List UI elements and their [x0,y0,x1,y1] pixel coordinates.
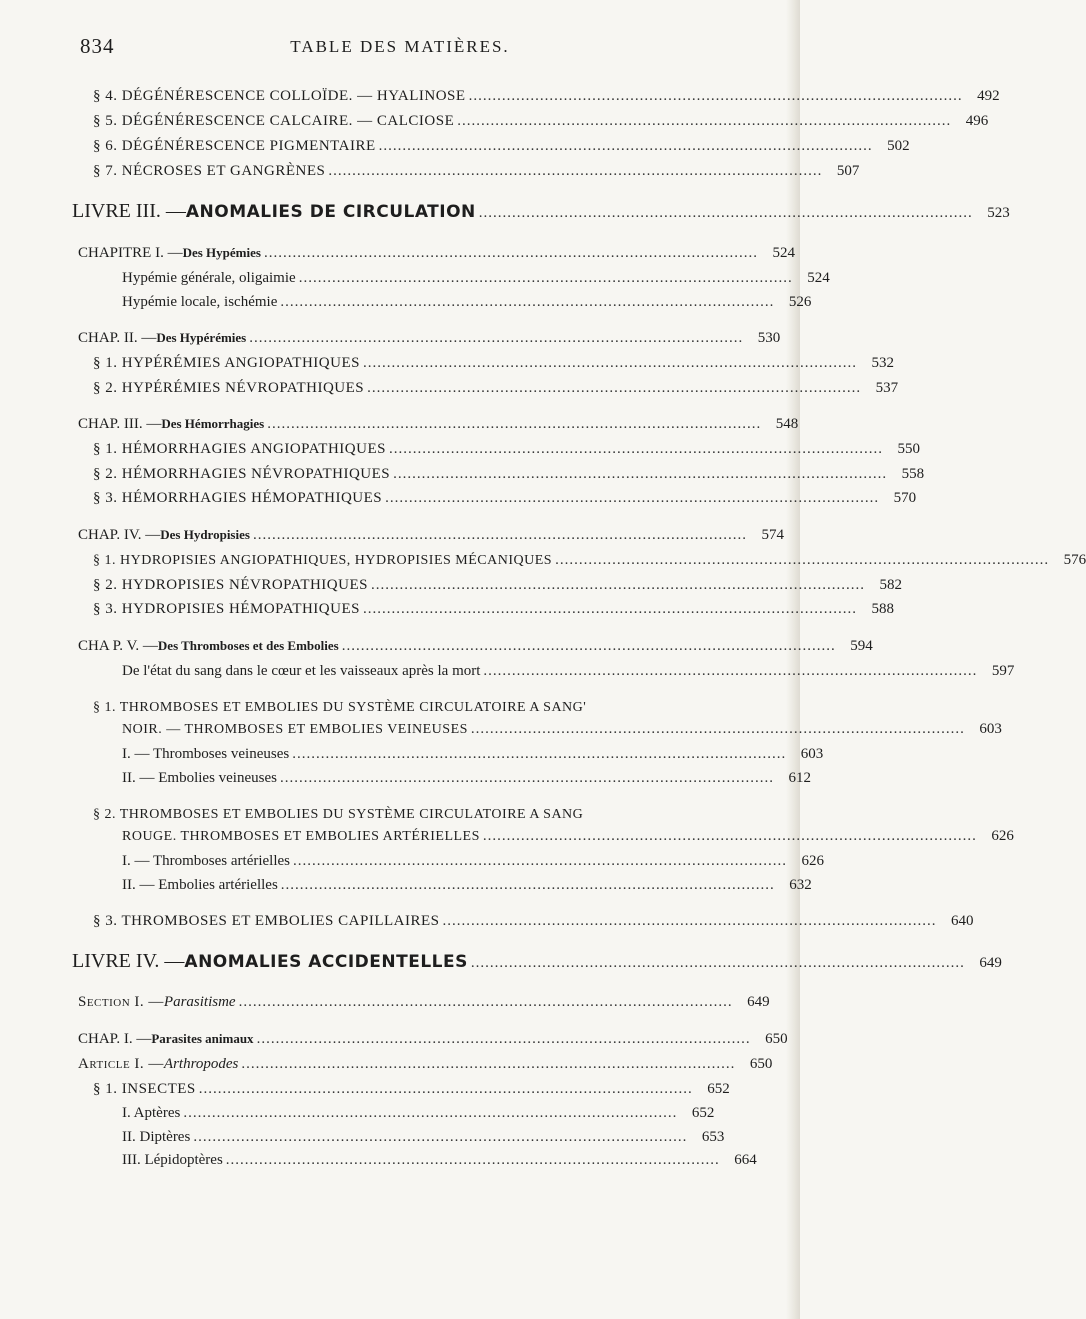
toc-entry-page: 652 [691,1105,715,1121]
toc-entry-page: 530 [757,330,781,346]
toc-entry-label: § 4. DÉGÉNÉRESCENCE COLLOÏDE. — HYALINOSE [93,88,466,104]
toc-entry-page: 650 [765,1031,788,1047]
toc-book-title: ANOMALIES ACCIDENTELLES [184,952,468,972]
toc-entry-continuation: NOIR. — THROMBOSES ET EMBOLIES VEINEUSES [122,722,468,737]
dot-leader: ........................................................................................................ [225,1152,720,1168]
toc-entry-page: 507 [836,163,860,179]
dot-leader: ........................................................................................................ [468,88,963,104]
dot-leader: ........................................................................................................ [183,1105,678,1121]
dot-leader: ........................................................................................................ [470,721,965,737]
toc-entry-label: II. — Embolies veineuses [122,770,277,786]
toc-entry [93,913,974,937]
toc-entry-page: 594 [850,638,873,654]
dot-leader: ........................................................................................................ [388,441,883,457]
toc-entry-label: II. Diptères [122,1129,191,1145]
dot-leader: ........................................................................................................ [555,552,1050,568]
toc-entry-page: 502 [887,138,910,154]
toc-entry-page: 532 [871,355,894,371]
dot-leader: ........................................................................................................ [367,380,862,396]
toc-entry-page: 664 [734,1152,757,1168]
toc-entry-label: Hypémie générale, oligaimie [122,270,296,286]
toc-entry-page: 550 [897,441,920,457]
toc-entry [122,828,1014,852]
toc-chapter-title: Des Hémorrhagies [161,416,265,431]
toc-book-prefix: LIVRE IV. — [72,950,185,972]
toc-entry [122,1105,715,1129]
toc-book-title: ANOMALIES DE CIRCULATION [185,202,476,222]
toc-entry [93,138,910,162]
toc-entry-label: De l'état du sang dans le cœur et les vaisseaux après la mort [122,663,481,679]
toc-chapter-prefix: CHA P. V. — [78,638,158,654]
toc-chapter [78,416,799,440]
toc-entry-label: § 6. DÉGÉNÉRESCENCE PIGMENTAIRE [93,138,376,154]
dot-leader: ........................................................................................................ [378,138,873,154]
page-number: 834 [80,34,115,58]
toc-entry-page: 640 [950,913,974,929]
toc-entry-label: § 1. HÉMORRHAGIES ANGIOPATHIQUES [93,441,386,457]
toc-entry-page: 649 [979,955,1002,971]
toc-chapter-title: Des Hypérémies [156,330,247,345]
dot-leader: ........................................................................................................ [362,601,857,617]
dot-leader: ........................................................................................................ [279,770,774,786]
toc-entry [93,1081,730,1105]
toc-entry [122,721,1002,745]
dot-leader: ........................................................................................................ [362,355,857,371]
toc-entry-label: § 3. HYDROPISIES HÉMOPATHIQUES [93,601,360,617]
toc-entry [122,294,812,318]
toc-entry-label: § 3. HÉMORRHAGIES HÉMOPATHIQUES [93,490,383,506]
dot-leader: ........................................................................................................ [478,205,973,221]
dot-leader: ........................................................................................................ [341,638,836,654]
dot-leader: ........................................................................................................ [198,1081,693,1097]
toc-article-prefix: Article I. — [78,1056,164,1072]
toc-entry-page: 632 [789,877,812,893]
dot-leader: ........................................................................................................ [470,955,965,971]
dot-leader: ........................................................................................................ [238,994,733,1010]
dot-leader: ........................................................................................................ [442,913,937,929]
toc-entry [93,466,925,490]
toc-entry-continuation: ROUGE. THROMBOSES ET EMBOLIES ARTÉRIELLES [122,829,480,844]
toc-entry [122,770,811,794]
toc-entry [93,380,899,404]
toc-entry [93,163,860,187]
toc-entry-page: 496 [965,113,989,129]
toc-entry-page: 582 [879,577,902,593]
toc-entry [122,853,825,877]
toc-entry-page: 524 [807,270,830,286]
toc-entry-page: 588 [871,601,894,617]
toc-entry [93,88,1000,112]
toc-entry-label: Hypémie locale, ischémie [122,294,278,310]
toc-entry [93,552,1086,576]
toc-entry-page: 537 [875,380,899,396]
toc-entry-page: 558 [901,466,925,482]
dot-leader: ........................................................................................................ [293,853,788,869]
toc-entry-label: § 3. THROMBOSES ET EMBOLIES CAPILLAIRES [93,913,440,929]
toc-section-prefix: Section I. — [78,994,164,1010]
toc-entry [93,601,894,625]
toc-book-heading [72,950,1002,978]
toc-chapter-prefix: CHAP. II. — [78,330,157,346]
dot-leader: ........................................................................................................ [393,466,888,482]
toc-entry [93,113,989,137]
toc-chapter-title: Des Thromboses et des Embolies [157,638,339,653]
toc-chapter-prefix: CHAP. IV. — [78,527,161,543]
toc-entry-page: 526 [788,294,812,310]
toc-entry-page: 603 [800,746,824,762]
dot-leader: ........................................................................................................ [256,1031,751,1047]
toc-entry-page: 652 [707,1081,730,1097]
dot-leader: ........................................................................................................ [482,828,977,844]
dot-leader: ........................................................................................................ [280,877,775,893]
dot-leader: ........................................................................................................ [370,577,865,593]
running-head-title: TABLE DES MATIÈRES. [290,37,510,56]
toc-entry [122,1129,725,1153]
toc-chapter-title: Des Hypémies [182,245,261,260]
toc-entry [122,746,824,770]
toc-chapter [78,330,781,354]
toc-entry [122,270,830,294]
toc-entry-label: § 1. HYPÉRÉMIES ANGIOPATHIQUES [93,355,360,371]
toc-chapter-prefix: CHAPITRE I. — [78,245,183,261]
toc-entry-page: 548 [775,416,799,432]
dot-leader: ........................................................................................................ [457,113,952,129]
toc-section [78,994,770,1018]
dot-leader: ........................................................................................................ [483,663,978,679]
dot-leader: ........................................................................................................ [328,163,823,179]
toc-entry-page: 603 [979,721,1002,737]
page-edge-shadow [786,0,800,1319]
toc-entry-label: § 2. HYPÉRÉMIES NÉVROPATHIQUES [93,380,365,396]
toc-article-title: Arthropodes [163,1056,239,1072]
toc-entry [122,663,1015,687]
toc-entry-label: § 5. DÉGÉNÉRESCENCE CALCAIRE. — CALCIOSE [93,113,455,129]
dot-leader: ........................................................................................................ [280,294,775,310]
toc-entry-page: 570 [893,490,917,506]
toc-entry-label: I. — Thromboses artérielles [122,853,291,869]
toc-entry-label: I. — Thromboses veineuses [122,746,290,762]
toc-entry-label: § 2. THROMBOSES ET EMBOLIES DU SYSTÈME CIRCULATOIRE A SANG [93,807,584,822]
toc-chapter-title: Des Hydropisies [160,527,250,542]
toc-entry-label: II. — Embolies artérielles [122,877,278,893]
dot-leader: ........................................................................................................ [241,1056,736,1072]
toc-entry-label: § 7. NÉCROSES ET GANGRÈNES [93,163,326,179]
toc-entry-page: 524 [772,245,795,261]
toc-entry-page: 576 [1063,552,1086,568]
dot-leader: ........................................................................................................ [292,746,787,762]
toc-entry-label: III. Lépidoptères [122,1152,223,1168]
toc-entry-page: 612 [788,770,811,786]
toc-chapter [78,527,784,551]
toc-entry [93,441,920,465]
toc-chapter [78,245,795,269]
toc-entry-page: 653 [701,1129,725,1145]
toc-entry [122,877,812,901]
dot-leader: ........................................................................................................ [267,416,762,432]
toc-entry [122,1152,757,1176]
dot-leader: ........................................................................................................ [298,270,793,286]
toc-entry-label: § 2. HYDROPISIES NÉVROPATHIQUES [93,577,368,593]
dot-leader: ........................................................................................................ [252,527,747,543]
toc-entry-page: 574 [761,527,784,543]
toc-entry-page: 649 [747,994,770,1010]
toc-entry-label: § 1. HYDROPISIES ANGIOPATHIQUES, HYDROPISIES MÉCANIQUES [93,553,553,568]
toc-entry-label: § 1. INSECTES [93,1081,196,1097]
toc-chapter-prefix: CHAP. I. — [78,1031,152,1047]
toc-chapter-title: Parasites animaux [151,1031,254,1046]
toc-entry-page: 626 [991,828,1014,844]
dot-leader: ........................................................................................................ [385,490,880,506]
toc-entry-page: 626 [801,853,825,869]
toc-entry-page: 597 [991,663,1015,679]
toc-entry-page: 523 [987,205,1010,221]
toc-book-heading [72,200,1010,228]
toc-entry-label: § 2. HÉMORRHAGIES NÉVROPATHIQUES [93,466,391,482]
toc-chapter [78,638,873,662]
dot-leader: ........................................................................................................ [249,330,744,346]
toc-entry-label: § 1. THROMBOSES ET EMBOLIES DU SYSTÈME CIRCULATOIRE A SANG' [93,700,587,715]
running-header [0,34,800,64]
dot-leader: ........................................................................................................ [263,245,758,261]
toc-entry-page: 492 [977,88,1000,104]
toc-section-title: Parasitisme [163,994,236,1010]
dot-leader: ........................................................................................................ [193,1129,688,1145]
toc-book-prefix: LIVRE III. — [72,200,186,222]
toc-chapter [78,1031,788,1055]
toc-entry [93,490,917,514]
toc-entry [93,577,902,601]
toc-entry-page: 650 [749,1056,773,1072]
toc-chapter-prefix: CHAP. III. — [78,416,162,432]
toc-entry [93,355,894,379]
toc-article [78,1056,773,1080]
toc-entry-label: I. Aptères [122,1105,181,1121]
